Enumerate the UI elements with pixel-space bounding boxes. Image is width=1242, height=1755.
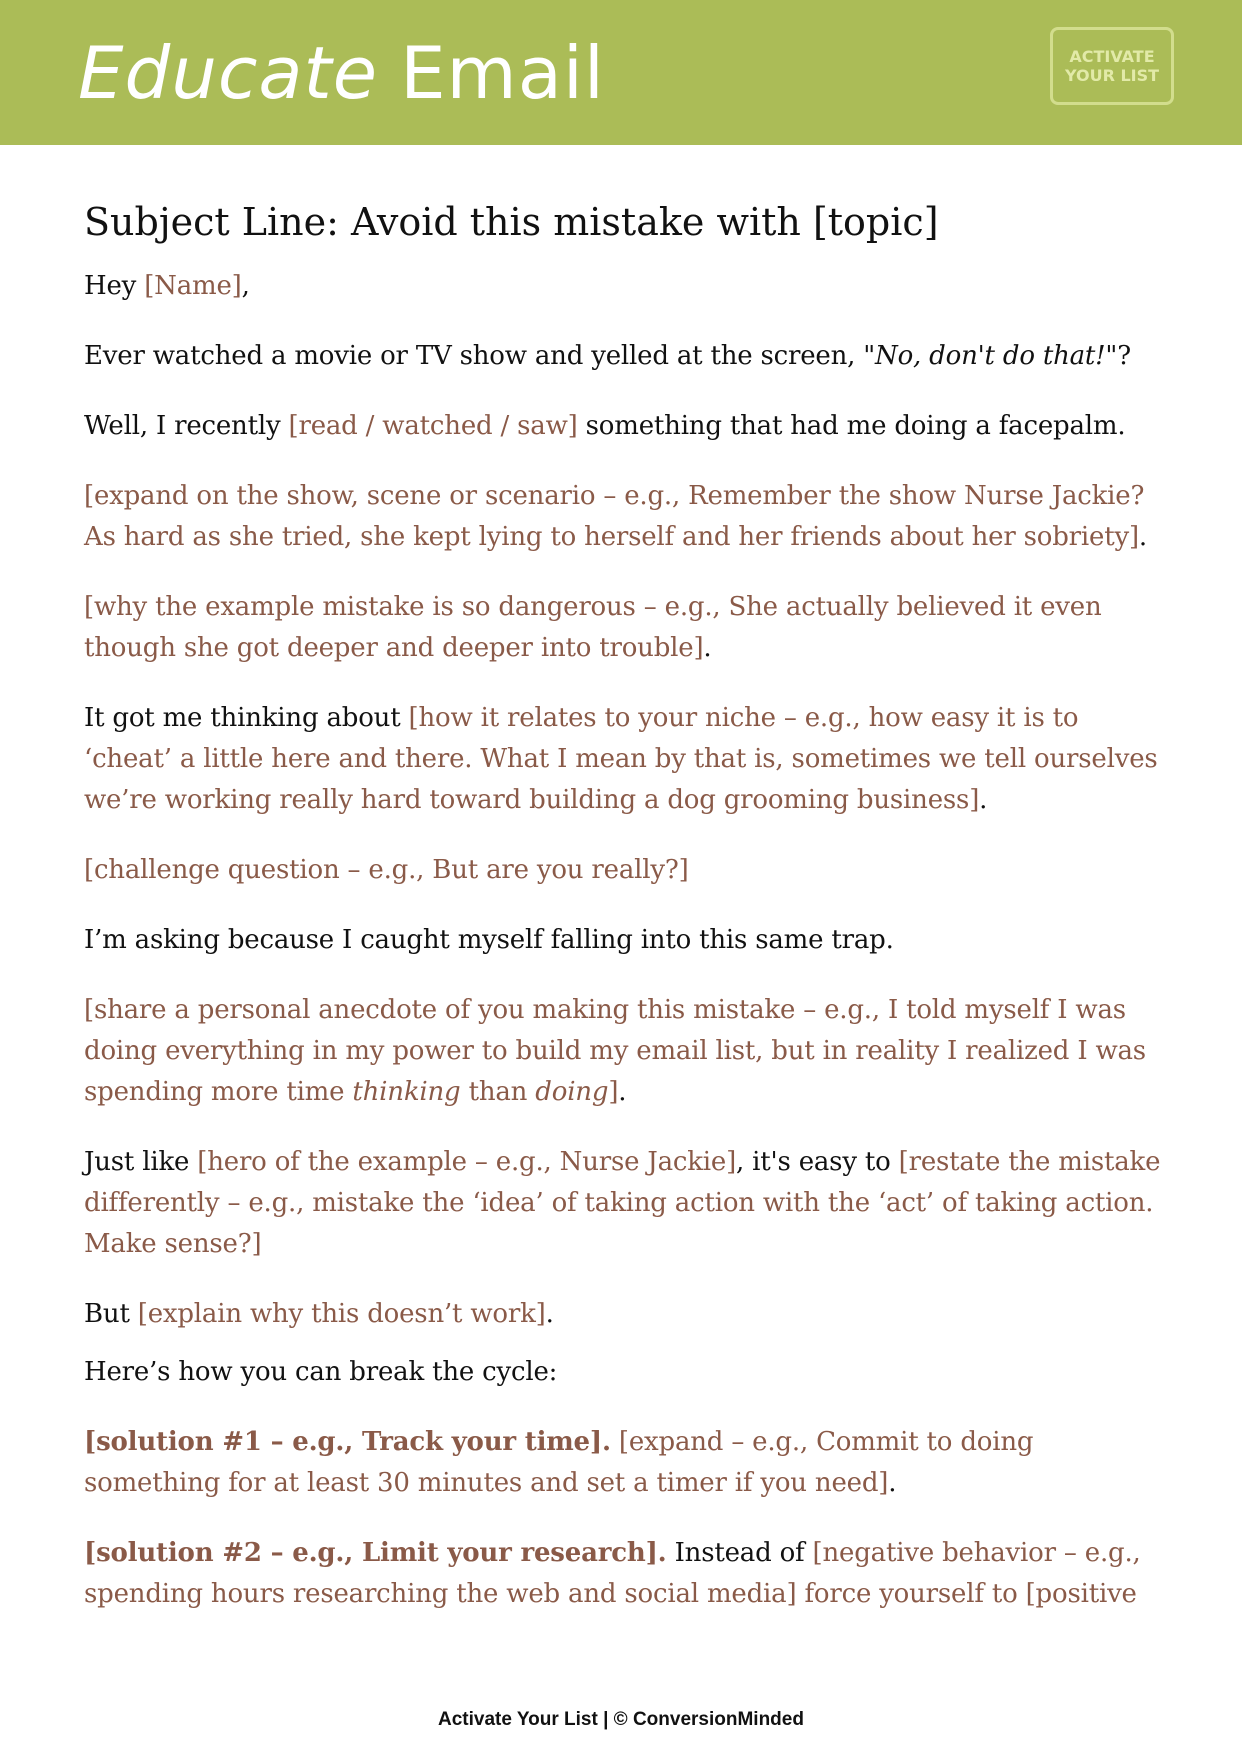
paragraph-8 [84,920,1174,961]
title-italic-word: Educate [78,31,379,115]
header-banner [0,0,1242,145]
paragraph-2 [84,336,1174,377]
placeholder: [read / watched / saw] [288,411,578,441]
text: It got me thinking about [84,703,409,733]
subject-line: Subject Line: Avoid this mistake with [topic] [84,200,939,244]
placeholder: [expand – e.g., Commit to doing something for at least 30 minutes and set a timer if you need] [84,1427,1034,1498]
activate-your-list-logo [1050,27,1174,105]
greeting-paragraph [84,266,1174,307]
paragraph-3 [84,406,1174,447]
text: Well, I recently [84,411,289,441]
text: I’m asking because I caught myself falling into this same trap. [84,925,894,955]
quote: "No, don't do that!" [863,341,1118,371]
paragraph-6 [84,698,1174,821]
text: Instead of [666,1538,813,1568]
paragraph-12 [84,1352,1174,1393]
text: . [618,1077,627,1107]
text: , [241,271,250,301]
logo-line-2: YOUR LIST [1064,66,1160,85]
solution-heading: [solution #2 – e.g., Limit your research]. [84,1538,667,1568]
placeholder: ] [608,1077,619,1107]
text: ? [1117,341,1131,371]
placeholder: [share a personal anecdote of you making this mistake – e.g., I told myself I was doing everything in my power to build my email list, but in reality I realized I was spending more time [84,995,1146,1107]
placeholder: [restate the mistake differently – e.g., mistake the ‘idea’ of taking action with the ‘act’ of taking action. Make sense?] [84,1147,1161,1259]
placeholder-italic: thinking [352,1077,461,1107]
placeholder: [expand on the show, scene or scenario – e.g., Remember the show Nurse Jackie? As hard as she tried, she kept lying to herself and her friends about her sobriety] [84,481,1145,552]
solution-1-paragraph [84,1422,1174,1504]
paragraph-9 [84,990,1174,1113]
paragraph-10 [84,1142,1174,1265]
text: something that had me doing a facepalm. [577,411,1126,441]
page-title [78,28,605,118]
text: Just like [84,1147,198,1177]
text: Hey [84,271,145,301]
solution-2-paragraph [84,1533,1174,1615]
footer-credit: Activate Your List | © ConversionMinded [438,1709,804,1730]
placeholder: [challenge question – e.g., But are you really?] [84,855,689,885]
text: . [545,1299,554,1329]
text: . [1138,522,1147,552]
placeholder: [negative behavior – e.g., spending hours researching the web and social media] force yourself to [positive [84,1538,1141,1609]
paragraph-11 [84,1294,1174,1335]
email-template-body [84,192,1174,1644]
placeholder: [hero of the example – e.g., Nurse Jackie] [197,1147,737,1177]
placeholder: [explain why this doesn’t work] [137,1299,546,1329]
title-word: Email [400,31,605,115]
text: , it's easy to [736,1147,899,1177]
placeholder: than [460,1077,536,1107]
solution-heading: [solution #1 – e.g., Track your time]. [84,1427,611,1457]
text: . [888,1468,897,1498]
logo-line-1: ACTIVATE [1069,47,1155,66]
text: . [703,633,712,663]
paragraph-5 [84,587,1174,669]
text: . [979,785,988,815]
paragraph-7 [84,850,1174,891]
text: But [84,1299,138,1329]
paragraph-4 [84,476,1174,558]
placeholder: [how it relates to your niche – e.g., how easy it is to ‘cheat’ a little here and there. What I mean by that is, sometimes we tell ourselves we’re working really hard toward building a dog grooming business] [84,703,1158,815]
text: Ever watched a movie or TV show and yelled at the screen, [84,341,864,371]
text: Here’s how you can break the cycle: [84,1357,558,1387]
placeholder-name: [Name] [144,271,242,301]
placeholder-italic: doing [535,1077,609,1107]
placeholder: [why the example mistake is so dangerous – e.g., She actually believed it even though she got deeper and deeper into trouble] [84,592,1102,663]
